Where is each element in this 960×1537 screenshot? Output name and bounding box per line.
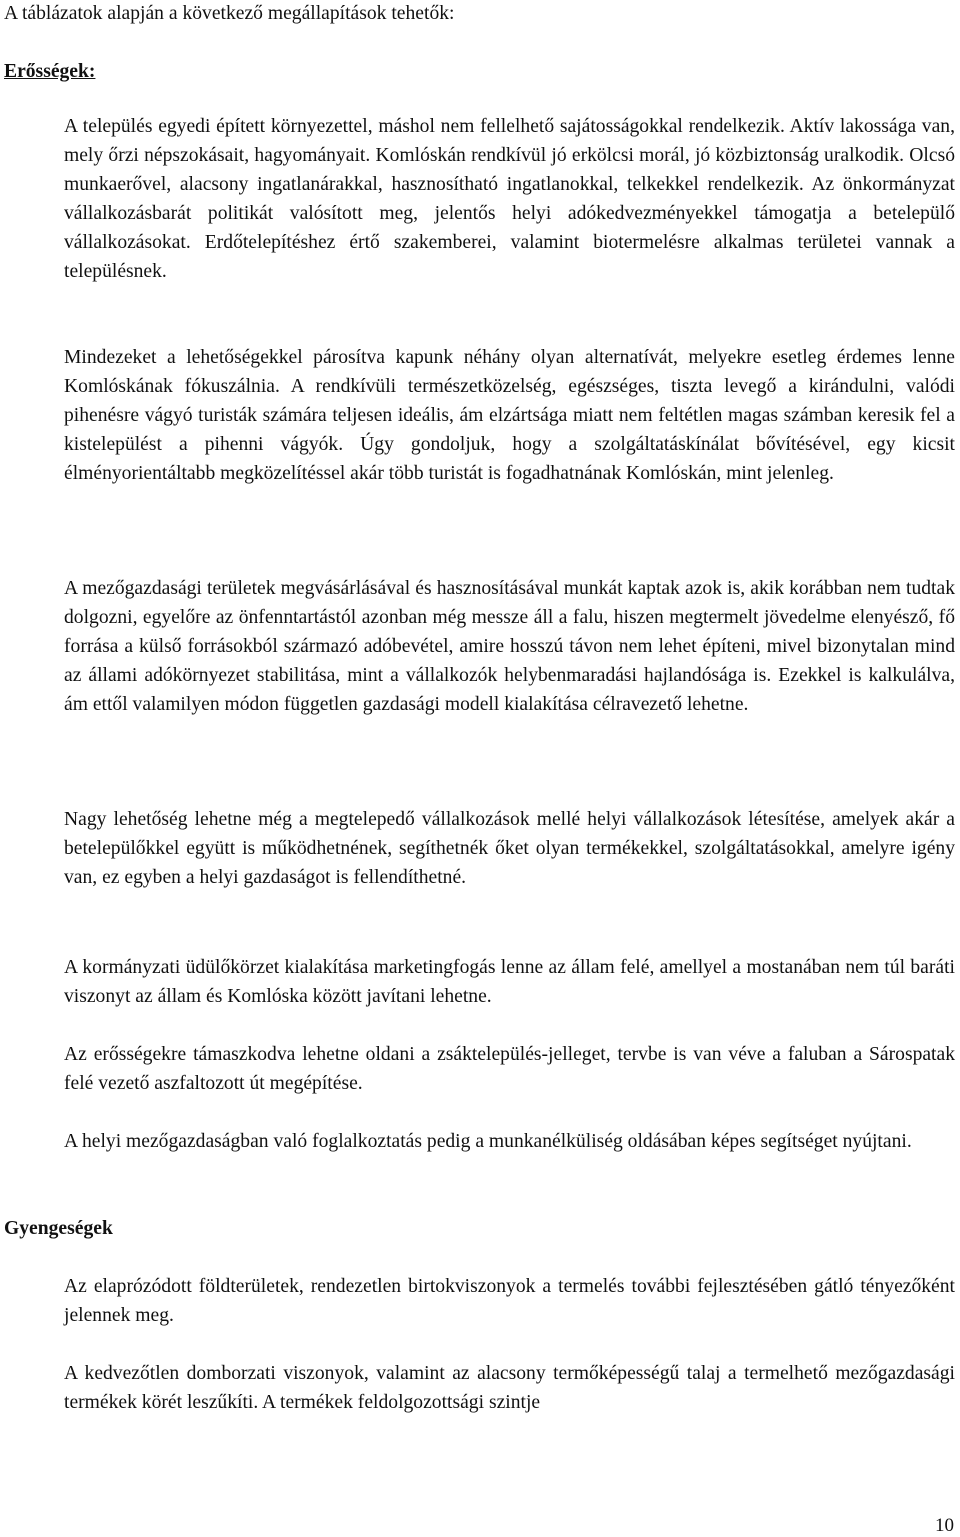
strengths-paragraph: A település egyedi épített környezettel, máshol nem fellelhető sajátosságokkal rendelkezik. Aktív lakossága van, mely őrzi népszokásait, hagyományait. Komlóskán rendkívül jó erkölcsi morál, jó közbiztonság uralkodik. Olcsó munkaerővel, alacsony ingatlanárakkal, hasznosítható ingatlanokkal, telkekkel rendelkezik. Az önkormányzat vállalkozásbarát politikát valósított meg, jelentős helyi adókedvezményekkel támogatja a betelepülő vállalkozásokat. Erdőtelepítéshez értő szakemberei, valamint biotermelésre alkalmas területei vannak a településnek. <box>64 116 955 282</box>
intro-text: A táblázatok alapján a következő megállapítások tehetők: <box>4 3 455 24</box>
strengths-heading: Erősségek: <box>4 61 96 82</box>
strengths-paragraph: A helyi mezőgazdaságban való foglalkoztatás pedig a munkanélküliség oldásában képes segítséget nyújtani. <box>64 1131 912 1152</box>
strengths-paragraph: Az erősségekre támaszkodva lehetne oldani a zsáktelepülés-jelleget, tervbe is van véve a faluban a Sárospatak felé vezető aszfaltozott út megépítése. <box>64 1044 955 1094</box>
strengths-paragraph: Mindezeket a lehetőségekkel párosítva kapunk néhány olyan alternatívát, melyekre esetleg érdemes lenne Komlóskának fókuszálnia. A rendkívüli természetközelség, egészséges, tiszta levegő a kirándulni, valódi pihenésre vágyó turisták számára teljesen ideális, ám elzártsága miatt nem feltétlen magas számban keresik fel a kistelepülést a pihenni vágyók. Úgy gondoljuk, hogy a szolgáltatáskínálat bővítésével, egy kicsit élményorientáltabb megközelítéssel akár több turistát is fogadhatnának Komlóskán, mint jelenleg. <box>64 347 955 484</box>
strengths-paragraph: A mezőgazdasági területek megvásárlásával és hasznosításával munkát kaptak azok is, akik korábban nem tudtak dolgozni, egyelőre az önfenntartástól azonban még messze áll a falu, hiszen megtermelt jövedelme elenyésző, fő forrása a külső forrásokból származó adóbevétel, amire hosszú távon nem lehet építeni, mivel bizonytalan mind az állami adókörnyezet stabilitása, mint a vállalkozók helybenmaradási hajlandósága is. Ezekkel is kalkulálva, ám ettől valamilyen módon független gazdasági modell kialakítása célravezető lehetne. <box>64 578 955 715</box>
strengths-paragraph: A kormányzati üdülőkörzet kialakítása marketingfogás lenne az állam felé, amellyel a mostanában nem túl baráti viszonyt az állam és Komlóska között javítani lehetne. <box>64 957 955 1007</box>
weaknesses-paragraph: A kedvezőtlen domborzati viszonyok, valamint az alacsony termőképességű talaj a termelhető mezőgazdasági termékek körét leszűkíti. A termékek feldolgozottsági szintje <box>64 1363 955 1413</box>
weaknesses-paragraph: Az elaprózódott földterületek, rendezetlen birtokviszonyok a termelés további fejlesztésében gátló tényezőként jelennek meg. <box>64 1276 955 1326</box>
page-number: 10 <box>935 1515 954 1536</box>
weaknesses-heading: Gyengeségek <box>4 1218 113 1239</box>
strengths-paragraph: Nagy lehetőség lehetne még a megtelepedő vállalkozások mellé helyi vállalkozások létesítése, amelyek akár a betelepülőkkel együtt is működhetnének, segíthetnék őket olyan termékekkel, szolgáltatásokkal, amelyre igény van, ez egyben a helyi gazdaságot is fellendíthetné. <box>64 809 955 888</box>
